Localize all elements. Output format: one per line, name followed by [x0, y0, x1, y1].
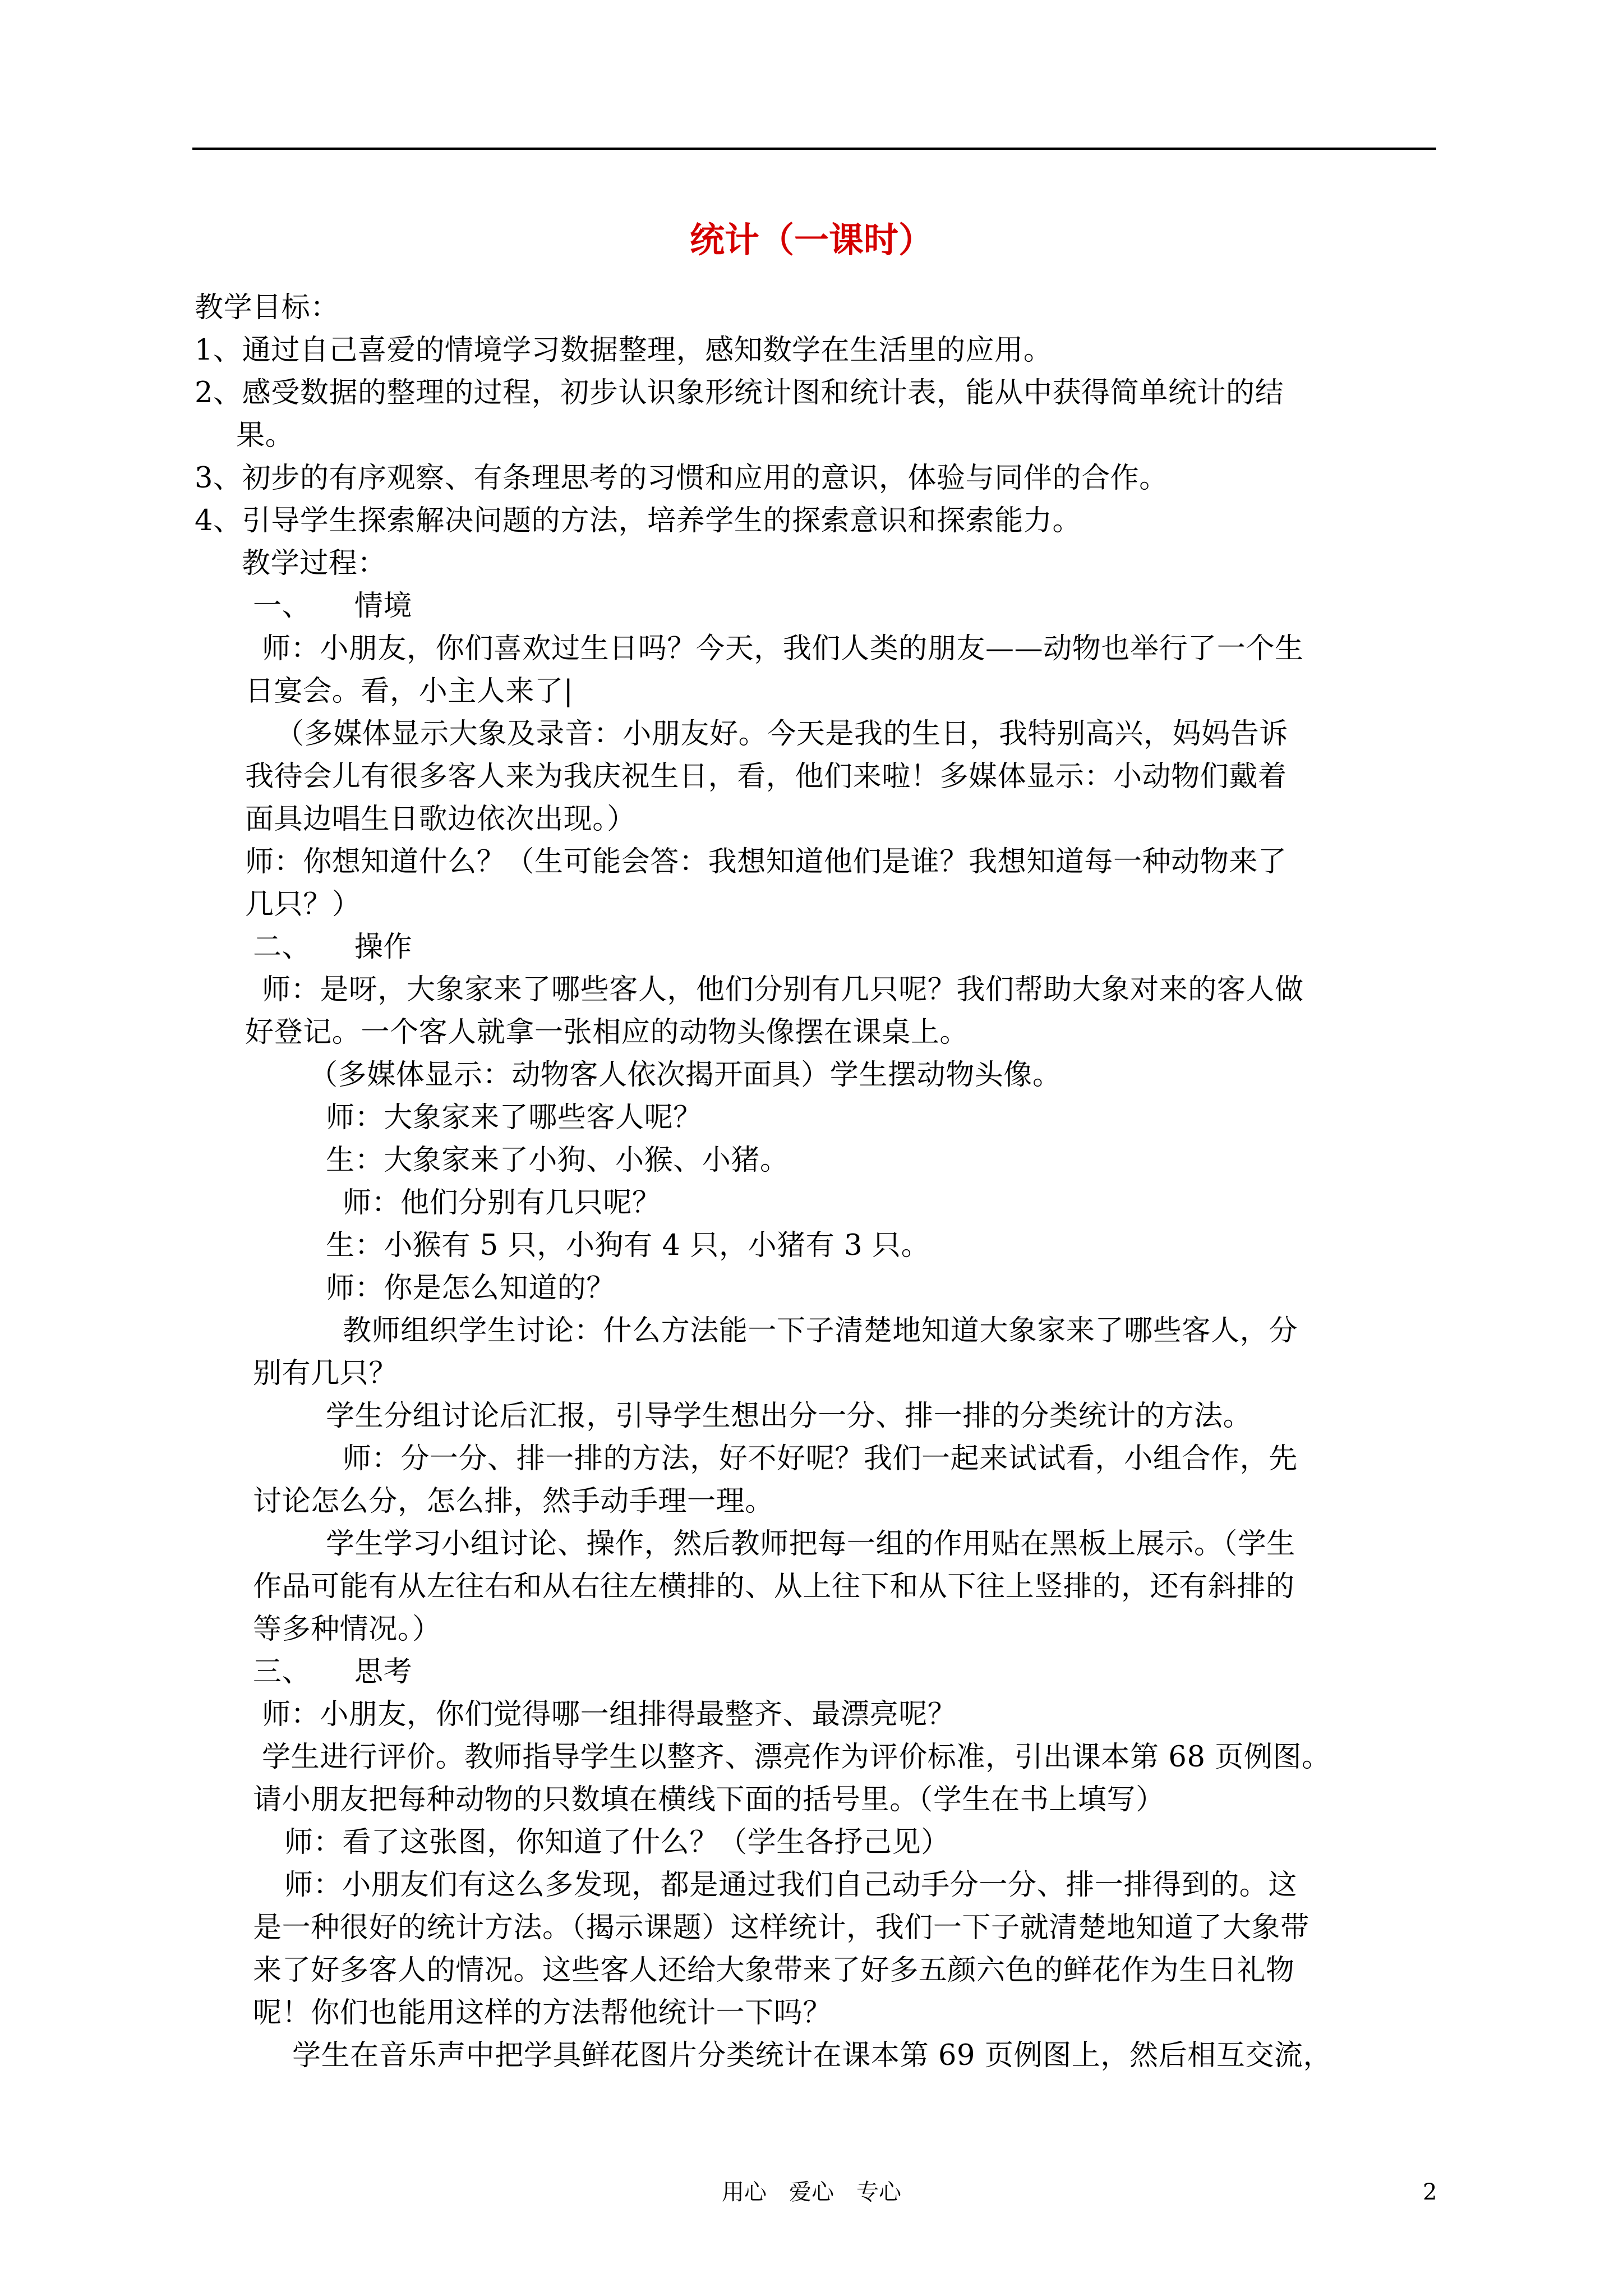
section-3-paragraph-4-line-3: 来了好多客人的情况。这些客人还给大象带来了好多五颜六色的鲜花作为生日礼物 [253, 1954, 1295, 1987]
section-3-paragraph-2-line-1: 学生进行评价。教师指导学生以整齐、漂亮作为评价标准，引出课本第 68 页例图。 [262, 1741, 1331, 1774]
objective-3: 3、初步的有序观察、有条理思考的习惯和应用的意识，体验与同伴的合作。 [195, 462, 1168, 495]
section-1-paragraph-2-line-1: （多媒体显示大象及录音：小朋友好。今天是我的生日，我特别高兴，妈妈告诉 [275, 717, 1289, 751]
section-2-paragraph-11-line-1: 学生学习小组讨论、操作，然后教师把每一组的作用贴在黑板上展示。（学生 [326, 1527, 1295, 1561]
section-1-paragraph-3-line-2: 几只？） [245, 888, 361, 921]
header-rule [192, 148, 1436, 150]
objective-1: 1、通过自己喜爱的情境学习数据整理，感知数学在生活里的应用。 [195, 334, 1053, 367]
section-1-paragraph-1-line-2: 日宴会。看，小主人来了| [245, 675, 574, 708]
section-3-paragraph-2-line-2: 请小朋友把每种动物的只数填在横线下面的括号里。（学生在书上填写） [253, 1783, 1165, 1816]
section-3-paragraph-4-line-4: 呢！你们也能用这样的方法帮他统计一下吗？ [253, 1996, 832, 2030]
section-2-heading: 二、 操作 [253, 931, 413, 964]
objective-2-line-2: 果。 [236, 419, 294, 452]
section-2-teacher-question-2: 师：他们分别有几只呢？ [343, 1186, 661, 1220]
section-3-heading: 三、 思考 [253, 1655, 413, 1688]
page-footer: 用心 爱心 专心 [722, 2179, 901, 2205]
section-3-paragraph-4-line-1: 师：小朋友们有这么多发现，都是通过我们自己动手分一分、排一排得到的。这 [284, 1869, 1298, 1902]
section-1-paragraph-2-line-3: 面具边唱生日歌边依次出现。） [245, 803, 636, 836]
section-2-paragraph-11-line-3: 等多种情况。） [253, 1613, 441, 1646]
section-2-teacher-question-1: 师：大象家来了哪些客人呢？ [326, 1101, 702, 1134]
section-2-paragraph-8-line-1: 教师组织学生讨论：什么方法能一下子清楚地知道大象家来了哪些客人，分 [343, 1314, 1298, 1347]
section-1-paragraph-1-line-1: 师：小朋友，你们喜欢过生日吗？今天，我们人类的朋友——动物也举行了一个生 [262, 632, 1304, 665]
document-title: 统计（一课时） [689, 219, 933, 260]
section-2-paragraph-1-line-2: 好登记。一个客人就拿一张相应的动物头像摆在课桌上。 [245, 1016, 969, 1049]
objective-4: 4、引导学生探索解决问题的方法，培养学生的探索意识和探索能力。 [195, 504, 1082, 537]
page-number: 2 [1423, 2179, 1437, 2205]
section-3-paragraph-4-line-2: 是一种很好的统计方法。（揭示课题）这样统计，我们一下子就清楚地知道了大象带 [253, 1911, 1310, 1944]
section-2-paragraph-8-line-2: 别有几只？ [253, 1357, 398, 1390]
section-2-paragraph-1-line-1: 师：是呀，大象家来了哪些客人，他们分别有几只呢？我们帮助大象对来的客人做 [262, 973, 1304, 1006]
section-1-paragraph-3-line-1: 师：你想知道什么？（生可能会答：我想知道他们是谁？我想知道每一种动物来了 [245, 845, 1287, 878]
objectives-heading: 教学目标： [195, 291, 340, 324]
section-2-teacher-question-3: 师：你是怎么知道的？ [326, 1272, 616, 1305]
section-2-paragraph-11-line-2: 作品可能有从左往右和从右往左横排的、从上往下和从下往上竖排的，还有斜排的 [253, 1570, 1295, 1603]
section-2-student-answer-1: 生：大象家来了小狗、小猴、小猪。 [326, 1144, 789, 1177]
process-heading: 教学过程： [242, 547, 387, 580]
section-1-heading: 一、 情境 [253, 590, 413, 623]
section-3-paragraph-5: 学生在音乐声中把学具鲜花图片分类统计在课本第 69 页例图上，然后相互交流， [292, 2039, 1332, 2072]
objective-2-line-1: 2、感受数据的整理的过程，初步认识象形统计图和统计表，能从中获得简单统计的结 [195, 376, 1284, 409]
section-1-paragraph-2-line-2: 我待会儿有很多客人来为我庆祝生日，看，他们来啦！多媒体显示：小动物们戴着 [245, 760, 1287, 793]
section-2-paragraph-10-line-2: 讨论怎么分，怎么排，然手动手理一理。 [253, 1485, 774, 1518]
section-2-student-answer-2: 生：小猴有 5 只，小狗有 4 只，小猪有 3 只。 [326, 1229, 930, 1262]
section-3-paragraph-1: 师：小朋友，你们觉得哪一组排得最整齐、最漂亮呢？ [262, 1698, 957, 1731]
section-3-paragraph-3: 师：看了这张图，你知道了什么？（学生各抒己见） [284, 1826, 950, 1859]
section-2-paragraph-2: （多媒体显示：动物客人依次揭开面具）学生摆动物头像。 [309, 1059, 1062, 1092]
section-2-paragraph-9: 学生分组讨论后汇报，引导学生想出分一分、排一排的分类统计的方法。 [326, 1400, 1252, 1433]
section-2-paragraph-10-line-1: 师：分一分、排一排的方法，好不好呢？我们一起来试试看，小组合作，先 [343, 1442, 1298, 1475]
